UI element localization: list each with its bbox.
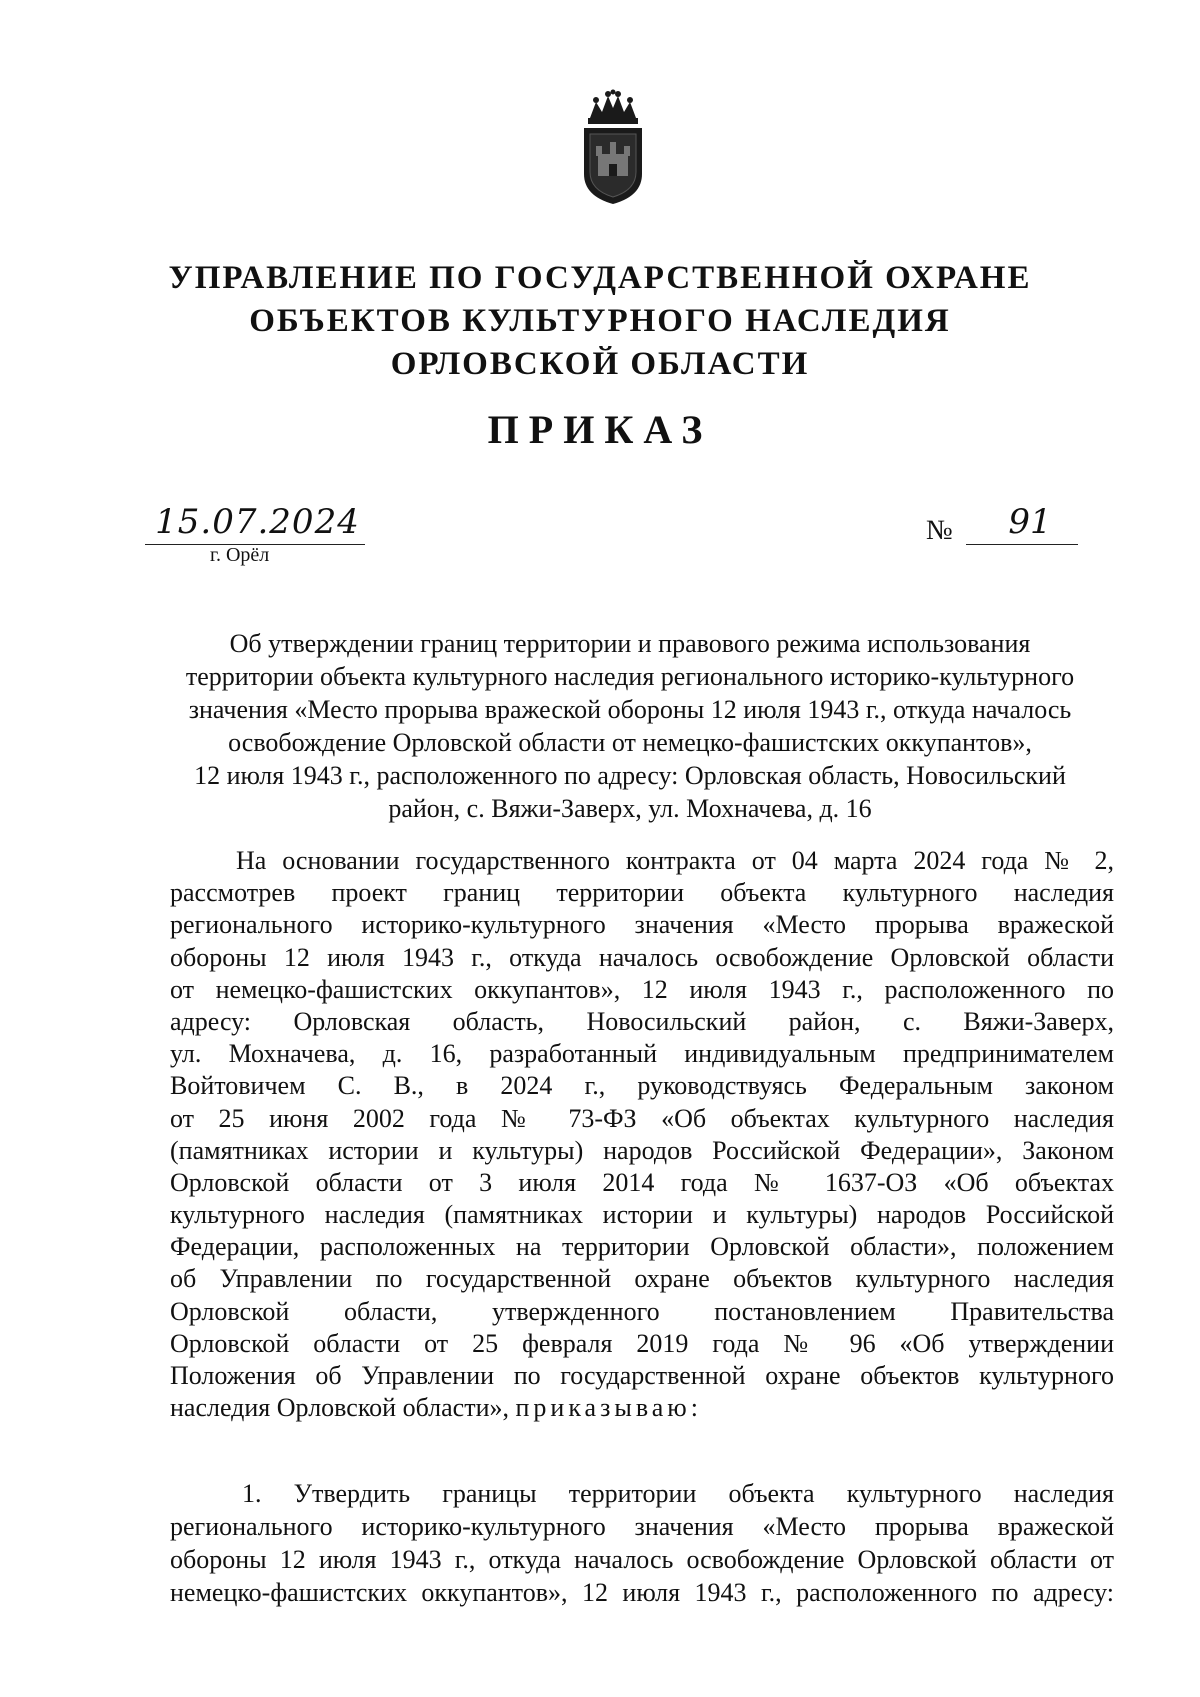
body-line: Федерации, расположенных на территории Орловской области», положением [170, 1232, 1114, 1262]
body-line: Положения об Управлении по государственной охране объектов культурного [170, 1361, 1114, 1390]
body-line-last [170, 1392, 1114, 1424]
body-line: от 25 июня 2002 года № 73-ФЗ «Об объектах культурного наследия [170, 1103, 1114, 1133]
body-line: (памятниках истории и культуры) народов Российской Федерации», Законом [170, 1135, 1114, 1165]
agency-name-line-3: ОРЛОВСКОЙ ОБЛАСТИ [390, 346, 810, 382]
number-underline [966, 544, 1078, 545]
order-number: 91 [1008, 502, 1052, 542]
body-line: обороны 12 июля 1943 г., откуда началось освобождение Орловской области [170, 942, 1114, 972]
subject-line: Об утверждении границ территории и правового режима использования [229, 629, 1031, 658]
item-line: обороны 12 июля 1943 г., откуда началось освобождение Орловской области от [170, 1545, 1114, 1574]
body-line: об Управлении по государственной охране объектов культурного наследия [170, 1264, 1114, 1294]
document-type-title: ПРИКАЗ [487, 407, 713, 452]
subject-line: освобождение Орловской области от немецко-фашистских оккупантов», [228, 728, 1032, 757]
item-line: немецко-фашистских оккупантов», 12 июля 1943 г., расположенного по адресу: [170, 1578, 1114, 1607]
preamble-paragraph [170, 845, 1114, 1424]
agency-name-line-1: УПРАВЛЕНИЕ ПО ГОСУДАРСТВЕННОЙ ОХРАНЕ [168, 260, 1032, 296]
agency-name-line-2: ОБЪЕКТОВ КУЛЬТУРНОГО НАСЛЕДИЯ [249, 303, 951, 339]
item-line: 1. Утвердить границы территории объекта культурного наследия [242, 1479, 1114, 1508]
body-line: Орловской области от 3 июля 2014 года № 1637-ОЗ «Об объектах [170, 1167, 1114, 1197]
item-1 [170, 1477, 1114, 1609]
body-line: Орловской области от 25 февраля 2019 года № 96 «Об утверждении [170, 1328, 1114, 1358]
body-line: регионального историко-культурного значения «Место прорыва вражеской [170, 910, 1114, 940]
body-line-last-text: наследия Орловской области», [170, 1393, 516, 1423]
subject-line: 12 июля 1943 г., расположенного по адресу: Орловская область, Новосильский [194, 761, 1066, 790]
body-line: Войтовичем С. В., в 2024 г., руководствуясь Федеральным законом [170, 1071, 1114, 1101]
body-line: от немецко-фашистских оккупантов», 12 июля 1943 г., расположенного по [170, 974, 1114, 1004]
subject-line: территории объекта культурного наследия регионального историко-культурного [185, 662, 1075, 691]
city-label: г. Орёл [210, 544, 270, 566]
body-line: На основании государственного контракта от 04 марта 2024 года № 2, [236, 846, 1114, 875]
body-line: культурного наследия (памятниках истории и культуры) народов Российской [170, 1200, 1114, 1230]
coat-of-arms-icon [578, 88, 648, 206]
body-line: рассмотрев проект границ территории объекта культурного наследия [170, 878, 1114, 908]
body-line: Орловской области, утвержденного постановлением Правительства [170, 1296, 1114, 1326]
number-label: № [926, 515, 953, 546]
subject-line: район, с. Вяжи-Заверх, ул. Мохначева, д. 16 [388, 794, 872, 823]
body-line: адресу: Орловская область, Новосильский район, с. Вяжи-Заверх, [170, 1006, 1114, 1036]
subject-line: значения «Место прорыва вражеской обороны 12 июля 1943 г., откуда началось [188, 695, 1072, 724]
order-subject [150, 627, 1110, 825]
decree-word: приказываю: [515, 1393, 702, 1423]
order-date: 15.07.2024 [155, 502, 360, 542]
item-line: регионального историко-культурного значения «Место прорыва вражеской [170, 1512, 1114, 1541]
body-line: ул. Мохначева, д. 16, разработанный индивидуальным предпринимателем [170, 1039, 1114, 1069]
